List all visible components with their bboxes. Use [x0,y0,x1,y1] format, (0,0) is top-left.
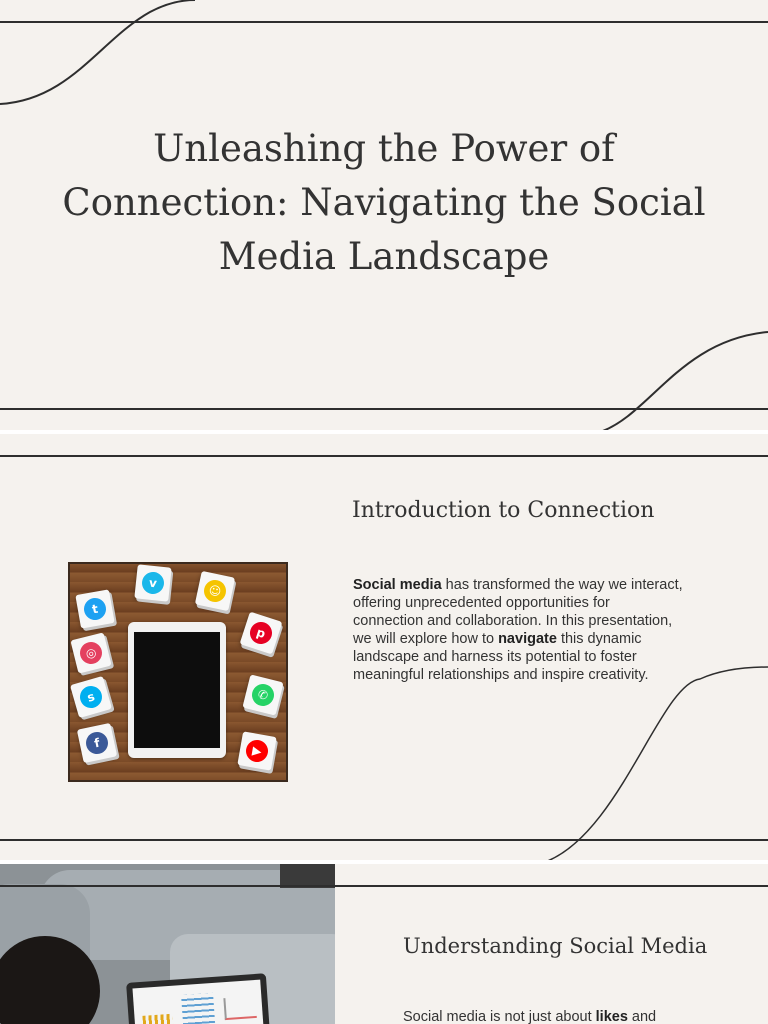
laptop-image [126,973,270,1024]
laptop-screen [132,980,263,1024]
tablet-screen [134,632,220,748]
intro-bold-navigate: navigate [498,631,557,647]
skype-icon: s [70,676,112,718]
understanding-text-1: Social media is not just about [403,1009,596,1024]
whatsapp-icon: ✆ [242,674,283,715]
vimeo-icon: v [134,564,171,601]
youtube-icon: ▶ [237,731,276,770]
line-chart-graphic [223,996,256,1020]
instagram-icon: ◎ [70,632,111,673]
intro-text-2: this dynamic landscape and harness its potential to foster meaningful relationships and inspire creativity. [353,631,649,683]
list-graphic [181,993,215,1024]
intro-heading: Introduction to Connection [352,498,655,523]
intro-bold-social-media: Social media [353,577,442,593]
laptop-sofa-photo [0,864,335,1024]
tablet-image [128,622,226,758]
facebook-icon: f [77,723,117,763]
twitter-icon: t [75,589,114,628]
intro-text-1: has transformed the way we interact, offering unprecedented opportunities for connection and collaboration. In this presentation, we will explore how to [353,577,683,647]
understanding-text-2: and [627,1009,657,1024]
snapchat-icon: ☺ [195,571,235,611]
bar-chart-graphic [142,1014,174,1024]
understanding-body [403,1008,733,1024]
understanding-heading: Understanding Social Media [403,934,708,958]
title-slide [0,0,768,430]
pinterest-icon: p [240,612,283,655]
presentation-title: Unleashing the Power of Connection: Navigating the Social Media Landscape [62,127,706,278]
intro-slide [0,434,768,860]
social-media-photo [68,562,288,782]
understanding-bold-likes: likes [595,1009,628,1024]
overlay-line [0,864,335,894]
intro-body [353,576,683,684]
